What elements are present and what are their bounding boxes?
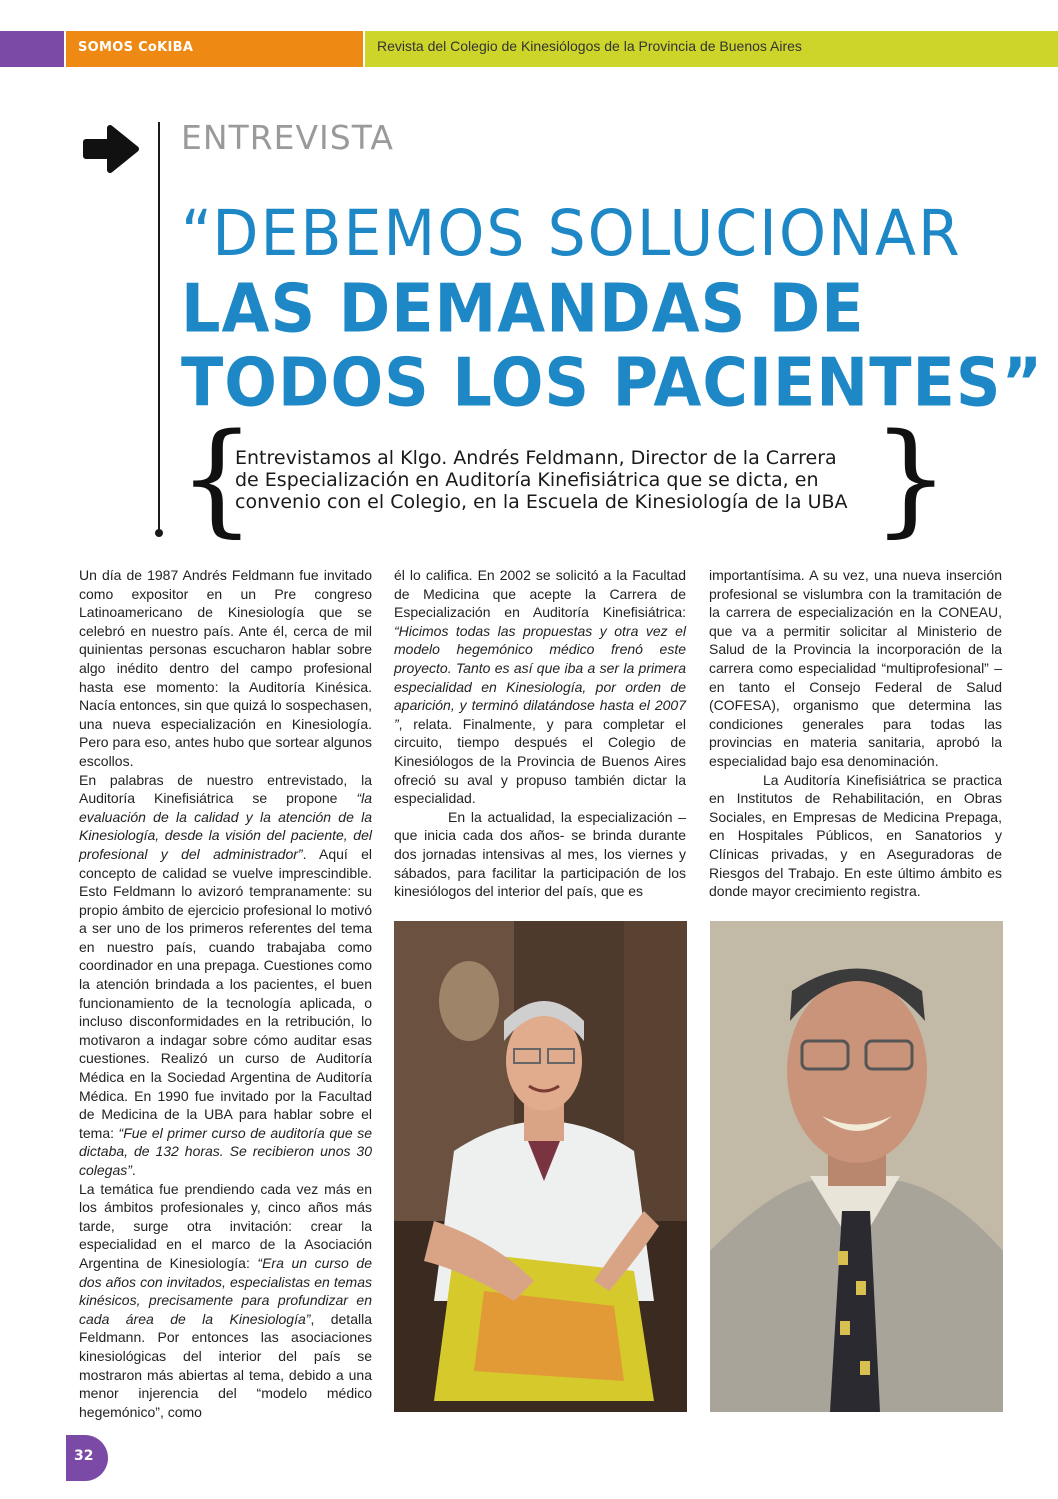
paragraph: En la actualidad, la especialización –que inicia cada dos años- se brinda durante dos jornadas intensivas al mes, los viernes y sábados, para facilitar la participación de los kinesiólogos del interior del país, que es <box>394 808 686 900</box>
paragraph: él lo califica. En 2002 se solicitó a la Facultad de Medicina que acepte la Carrera de Especialización en Auditoría Kinefisiátrica: “Hicimos todas las propuestas y otra vez el modelo hegemónico médico frenó este proyecto. Tanto es así que iba a ser la primera especialidad en Kinesiología, por orden de aparición, y terminó dilatándose hasta el 2007 ”, relata. Finalmente, y para completar el circuito, tiempo después el Colegio de Kinesiólogos de la Provincia de Buenos Aires ofreció su aval y propuso también dictar la especialidad. <box>394 567 686 807</box>
title-line-3: TODOS LOS PACIENTES” <box>181 343 1044 422</box>
header-purple-block <box>0 31 64 67</box>
right-arrow-icon <box>82 120 140 178</box>
text-column-2 <box>394 566 686 901</box>
quote: “Era un curso de dos años con invitados, especialistas en temas kinésicos, precisamente para profundizar en cada área de la Kinesiología” <box>79 1254 372 1327</box>
article-lead: Entrevistamos al Klgo. Andrés Feldmann, Director de la Carrera de Especialización en Auditoría Kinefisiátrica que se dicta, en convenio con el Colegio, en la Escuela de Kinesiología de la UBA <box>235 447 848 513</box>
article-title <box>181 196 1044 422</box>
rule-end-dot <box>155 529 163 537</box>
paragraph: La temática fue prendiendo cada vez más en los ámbitos profesionales y, cinco años más tarde, surge otra invitación: crear la especialidad en el marco de la Asociación Argentina de Kinesiología: “Era un curso de dos años con invitados, especialistas en temas kinésicos, precisamente para profundizar en cada área de la Kinesiología”, detalla Feldmann. Por entonces las asociaciones kinesiológicas del interior del país se mostraron más abiertas al tema, debido a una menor injerencia del “modelo médico hegemónico”, como <box>79 1180 372 1420</box>
title-line-2: LAS DEMANDAS DE <box>181 269 865 348</box>
text-column-3 <box>709 566 1002 901</box>
interviewee-photo-portrait <box>710 921 1003 1412</box>
paragraph: Un día de 1987 Andrés Feldmann fue invitado como expositor en un Pre congreso Latinoamericano de Kinesiología que se celebró en nuestro país. Ante él, cerca de mil quinientas personas escucharon hablar sobre algo inédito dentro del campo profesional hasta ese momento: la Auditoría Kinésica. Nacía entonces, sin que quizá lo sospechasen, una nueva especialización en Kinesiología. Pero para eso, antes hubo que sortear algunos escollos. <box>79 567 372 769</box>
paragraph: La Auditoría Kinefisiátrica se practica en Institutos de Rehabilitación, en Obras Sociales, en Empresas de Medicina Prepaga, en Hospitales Públicos, en Sanatorios y Clínicas privadas, y en Aseguradoras de Riesgos del Trabajo. En este último ámbito es donde mayor crecimiento registra. <box>709 771 1002 900</box>
right-brace: } <box>872 407 950 549</box>
quote: “la evaluación de la calidad y la atención de la Kinesiología, desde la visión del paciente, del profesional y del administrador” <box>79 790 372 862</box>
interviewee-photo-seated <box>394 921 687 1412</box>
quote: “Hicimos todas las propuestas y otra vez el modelo hegemónico médico frenó este proyecto. Tanto es así que iba a ser la primera especialidad en Kinesiología, por orden de aparición, y terminó dilatándose hasta el 2007 ” <box>394 622 686 732</box>
left-brace: { <box>178 407 256 549</box>
section-label: SOMOS CoKIBA <box>78 40 194 55</box>
paragraph: importantísima. A su vez, una nueva inserción profesional se vislumbra con la tramitación de la carrera de especialización en la CONEAU, que va a permitir solicitar al Ministerio de Salud de la Provincia la incorporación de la carrera como especialidad “multiprofesional” –en tanto el Consejo Federal de Salud (COFESA), organismo que determina las condiciones generales para todas las provincias en materia sanitaria, aprobó la especialidad bajo esa denominación. <box>709 567 1002 769</box>
section-kicker: ENTREVISTA <box>181 118 394 157</box>
page-number: 32 <box>74 1448 94 1464</box>
text-column-1 <box>79 566 372 1421</box>
title-line-1: “DEBEMOS SOLUCIONAR <box>181 196 962 272</box>
vertical-rule <box>158 122 160 532</box>
paragraph: En palabras de nuestro entrevistado, la Auditoría Kinefisiátrica se propone “la evaluación de la calidad y la atención de la Kinesiología, desde la visión del paciente, del profesional y del administrador”. Aquí el concepto de calidad se vuelve imprescindible. Esto Feldmann lo avizoró tempranamente: su propio ámbito de ejercicio profesional lo motivó a ser uno de los primeros referentes del tema en nuestro país, cuando trabajaba como coordinador en una prepaga. Cuestiones como la atención brindada a los pacientes, el buen funcionamiento de la tecnología aplicada, o incluso disconformidades en la retribución, lo motivaron a indagar sobre cómo auditar esas cuestiones. Realizó un curso de Auditoría Médica en la Sociedad Argentina de Auditoría Médica. En 1990 fue invitado por la Facultad de Medicina de la UBA para hablar sobre el tema: “Fue el primer curso de auditoría que se dictaba, de 132 horas. Se recibieron unos 30 colegas”. <box>79 771 373 1178</box>
quote: “Fue el primer curso de auditoría que se dictaba, de 132 horas. Se recibieron unos 30 colegas” <box>79 1124 373 1178</box>
magazine-title: Revista del Colegio de Kinesiólogos de la Provincia de Buenos Aires <box>377 38 802 54</box>
